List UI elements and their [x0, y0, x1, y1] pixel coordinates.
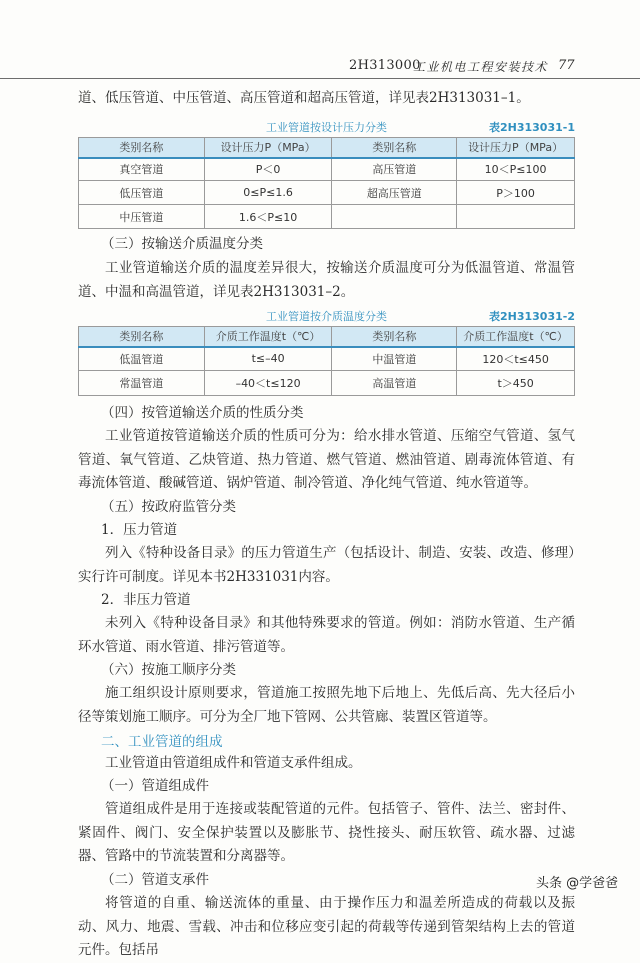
page-header [0, 0, 640, 76]
table2-caption [78, 306, 575, 324]
table-cell [332, 205, 457, 229]
table-header: 设计压力P（MPa） [457, 138, 575, 158]
table-cell: 常温管道 [79, 371, 205, 396]
table-cell: 中压管道 [79, 205, 205, 229]
table-cell: P＜0 [204, 158, 332, 181]
table-header: 介质工作温度t（℃） [457, 327, 575, 347]
table-row [79, 347, 575, 371]
subheading-medium: （四）按管道输送介质的性质分类 [101, 405, 304, 421]
table1-title: 工业管道按设计压力分类 [266, 121, 387, 134]
table-cell: 中温管道 [332, 347, 457, 371]
table-header: 类别名称 [332, 138, 457, 158]
table2-number: 表2H313031-2 [488, 310, 575, 323]
paragraph-medium: 工业管道按管道输送介质的性质可分为：给水排水管道、压缩空气管道、氢气管道、氧气管道、乙炔管道、热力管道、燃气管道、燃油管道、剧毒流体管道、有毒流体管道、酸碱管道、锅炉管道、制冷管道、净化纯气管道、纯水管道等。 [78, 428, 575, 491]
table2-title: 工业管道按介质温度分类 [266, 310, 387, 323]
table-cell: 低温管道 [79, 347, 205, 371]
table-row [79, 158, 575, 181]
table-row [79, 181, 575, 205]
table-cell: 120＜t≤450 [457, 347, 575, 371]
table-cell: –40＜t≤120 [204, 371, 332, 396]
table-cell: 高压管道 [332, 158, 457, 181]
paragraph-temperature: 工业管道输送介质的温度差异很大，按输送介质温度可分为低温管道、常温管道、中温和高温管道，详见表2H313031–2。 [78, 260, 575, 300]
table-cell: t≤–40 [204, 347, 332, 371]
table-cell: 超高压管道 [332, 181, 457, 205]
table-header: 介质工作温度t（℃） [204, 327, 332, 347]
table-cell: 1.6＜P≤10 [204, 205, 332, 229]
table-cell: t＞450 [457, 371, 575, 396]
table-cell [457, 205, 575, 229]
table-row [79, 371, 575, 396]
page-number: 77 [558, 58, 575, 73]
watermark-text: 头条 @学爸爸 [536, 876, 619, 891]
temperature-table [78, 326, 575, 396]
table-row [79, 205, 575, 229]
chapter-code: 2H313000 [349, 58, 421, 73]
section-heading-composition: 二、工业管道的组成 [101, 734, 223, 750]
table-cell: 低压管道 [79, 181, 205, 205]
table-cell: 10＜P≤100 [457, 158, 575, 181]
subheading-supports: （二）管道支承件 [101, 872, 209, 888]
table-header: 类别名称 [79, 138, 205, 158]
paragraph-nonpressure-pipe: 未列入《特种设备目录》和其他特殊要求的管道。例如：消防水管道、生产循环水管道、雨水管道、排污管道等。 [78, 615, 575, 655]
table-cell: 真空管道 [79, 158, 205, 181]
table-cell: P＞100 [457, 181, 575, 205]
subheading-construction-order: （六）按施工顺序分类 [101, 662, 236, 678]
table-header: 类别名称 [79, 327, 205, 347]
subheading-components: （一）管道组成件 [101, 778, 209, 794]
paragraph-supports: 将管道的自重、输送流体的重量、由于操作压力和温差所造成的荷载以及振动、风力、地震、雪载、冲击和位移应变引起的荷载等传递到管架结构上去的管道元件。包括吊 [78, 895, 575, 958]
paragraph-composition: 工业管道由管道组成件和管道支承件组成。 [105, 755, 362, 771]
paragraph-intro: 道、低压管道、中压管道、高压管道和超高压管道，详见表2H313031–1。 [78, 90, 530, 106]
table1-caption [78, 117, 575, 135]
subheading-temperature: （三）按输送介质温度分类 [101, 236, 263, 252]
header-rule [0, 78, 640, 79]
subheading-nonpressure-pipe: 2．非压力管道 [101, 592, 191, 608]
paragraph-components: 管道组成件是用于连接或装配管道的元件。包括管子、管件、法兰、密封件、紧固件、阀门、安全保护装置以及膨胀节、挠性接头、耐压软管、疏水器、过滤器、管路中的节流装置和分离器等。 [78, 801, 575, 864]
table-cell: 0≤P≤1.6 [204, 181, 332, 205]
chapter-title: 工业机电工程安装技术 [413, 60, 549, 74]
subheading-regulation: （五）按政府监管分类 [101, 499, 236, 515]
table-header: 类别名称 [332, 327, 457, 347]
table1-number: 表2H313031-1 [488, 121, 575, 134]
paragraph-pressure-pipe: 列入《特种设备目录》的压力管道生产（包括设计、制造、安装、改造、修理）实行许可制度。详见本书2H331031内容。 [78, 545, 575, 585]
table-cell: 高温管道 [332, 371, 457, 396]
pressure-table [78, 137, 575, 229]
paragraph-construction-order: 施工组织设计原则要求，管道施工按照先地下后地上、先低后高、先大径后小径等策划施工顺序。可分为全厂地下管网、公共管廊、装置区管道等。 [78, 685, 575, 725]
subheading-pressure-pipe: 1．压力管道 [101, 522, 178, 538]
table-header: 设计压力P（MPa） [204, 138, 332, 158]
